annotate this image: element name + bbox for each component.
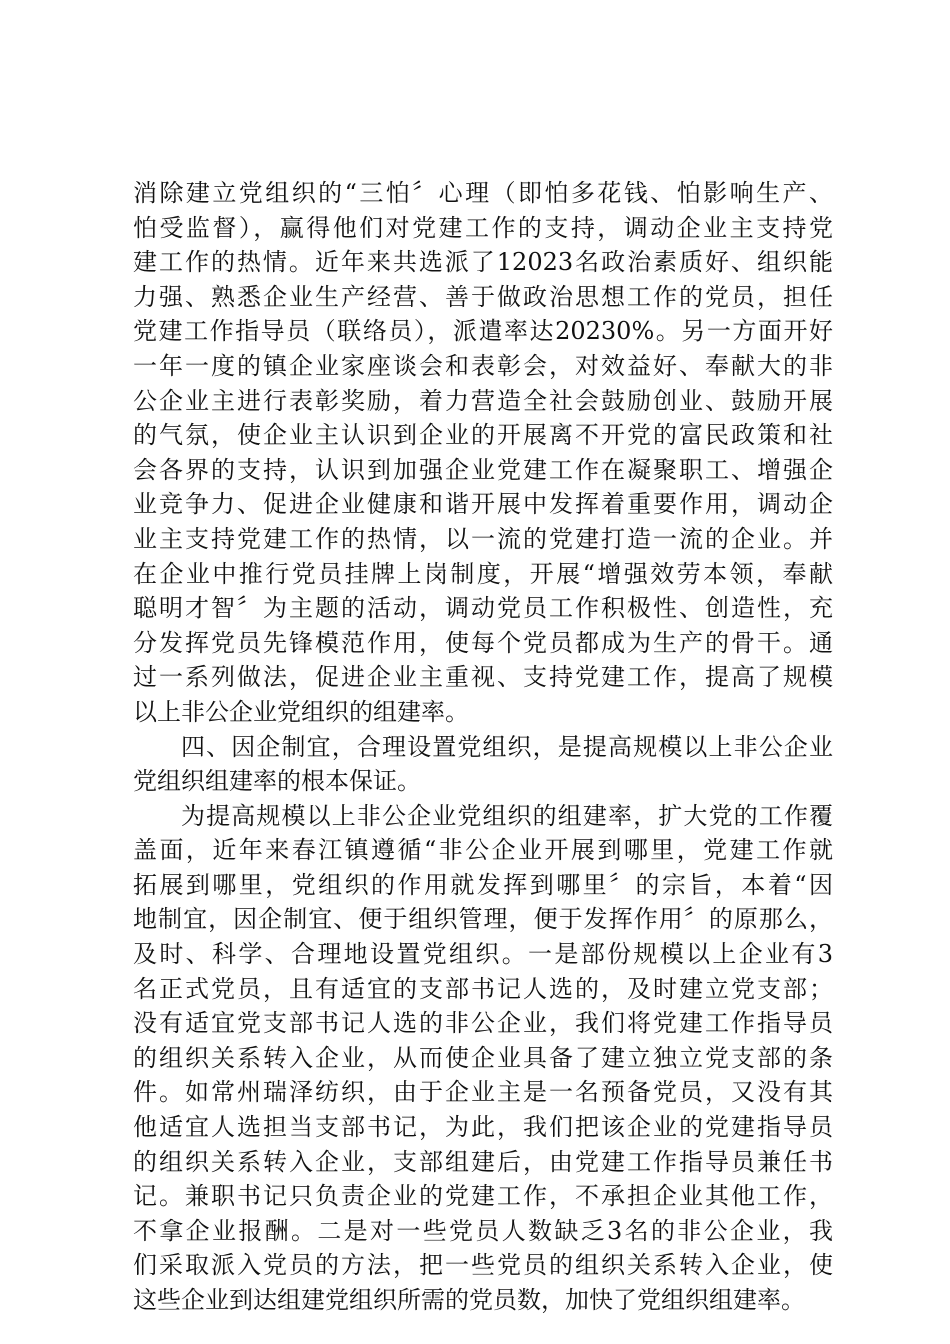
text-line: 以上非公企业党组织的组建率。 xyxy=(133,697,469,726)
text-line: 分发挥党员先锋模范作用，使每个党员都成为生产的骨干。通 xyxy=(133,628,833,657)
text-line: 名正式党员，且有适宜的支部书记人选的，及时建立党支部； xyxy=(133,974,833,1003)
text-line: 及时、科学、合理地设置党组织。一是部份规模以上企业有3 xyxy=(133,940,833,969)
text-line: 力强、熟悉企业生产经营、善于做政治思想工作的党员，担任 xyxy=(133,282,833,311)
text-line: 业竞争力、促进企业健康和谐开展中发挥着重要作用，调动企 xyxy=(133,490,833,519)
text-line: 没有适宜党支部书记人选的非公企业，我们将党建工作指导员 xyxy=(133,1009,833,1038)
text-line: 公企业主进行表彰奖励，着力营造全社会鼓励创业、鼓励开展 xyxy=(133,386,833,415)
section-heading-line: 四、因企制宜，合理设置党组织，是提高规模以上非公企业 xyxy=(181,732,833,761)
text-line: 的气氛，使企业主认识到企业的开展离不开党的富民政策和社 xyxy=(133,421,833,450)
text-line: 拓展到哪里，党组织的作用就发挥到哪里〞的宗旨，本着“因 xyxy=(133,870,833,899)
text-line: 在企业中推行党员挂牌上岗制度，开展“增强效劳本领，奉献 xyxy=(133,559,833,588)
text-line: 党建工作指导员（联络员），派遣率达20230%。另一方面开好 xyxy=(133,317,833,346)
body-text xyxy=(133,176,833,1318)
text-line: 这些企业到达组建党组织所需的党员数，加快了党组织组建率。 xyxy=(133,1286,805,1314)
text-line: 地制宜，因企制宜、便于组织管理，便于发挥作用〞的原那么， xyxy=(133,905,833,934)
text-line: 件。如常州瑞泽纺织，由于企业主是一名预备党员，又没有其 xyxy=(133,1078,833,1107)
text-line: 他适宜人选担当支部书记，为此，我们把该企业的党建指导员 xyxy=(133,1113,833,1142)
text-line: 消除建立党组织的“三怕〞心理（即怕多花钱、怕影响生产、 xyxy=(133,179,833,207)
section-heading-line: 党组织组建率的根本保证。 xyxy=(133,767,421,796)
text-line: 一年一度的镇企业家座谈会和表彰会，对效益好、奉献大的非 xyxy=(133,351,833,380)
text-line: 们采取派入党员的方法，把一些党员的组织关系转入企业，使 xyxy=(133,1251,833,1280)
text-line: 的组织关系转入企业，从而使企业具备了建立独立党支部的条 xyxy=(133,1043,833,1072)
text-line: 聪明才智〞为主题的活动，调动党员工作积极性、创造性，充 xyxy=(133,594,833,623)
text-line: 怕受监督），赢得他们对党建工作的支持，调动企业主支持党 xyxy=(133,213,833,242)
text-line: 的组织关系转入企业，支部组建后，由党建工作指导员兼任书 xyxy=(133,1147,833,1176)
text-line: 会各界的支持，认识到加强企业党建工作在凝聚职工、增强企 xyxy=(133,455,833,484)
text-line: 业主支持党建工作的热情，以一流的党建打造一流的企业。并 xyxy=(133,524,833,553)
text-line: 记。兼职书记只负责企业的党建工作，不承担企业其他工作， xyxy=(133,1182,833,1211)
text-line: 不拿企业报酬。二是对一些党员人数缺乏3名的非公企业，我 xyxy=(133,1216,833,1245)
text-line: 为提高规模以上非公企业党组织的组建率，扩大党的工作覆 xyxy=(181,801,833,830)
text-line: 建工作的热情。近年来共选派了12023名政治素质好、组织能 xyxy=(133,248,833,277)
text-line: 盖面，近年来春江镇遵循“非公企业开展到哪里，党建工作就 xyxy=(133,836,833,865)
text-line: 过一系列做法，促进企业主重视、支持党建工作，提高了规模 xyxy=(133,663,833,692)
